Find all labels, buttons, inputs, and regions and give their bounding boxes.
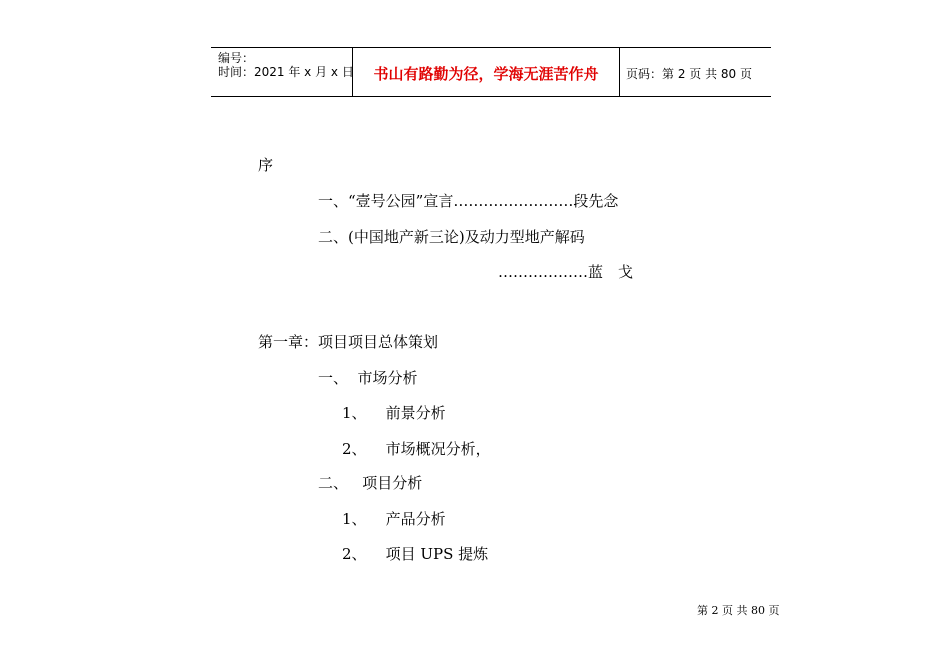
toc-section-1-item-1: 1、 前景分析 [342,404,446,422]
header-page-info: 页码：第 2 页 共 80 页 [626,67,752,81]
toc-section-1-item-2: 2、 市场概况分析， [342,440,491,458]
header-motto-cell [353,48,620,96]
toc-section-1: 一、 市场分析 [318,369,418,387]
header-motto: 书山有路勤为径，学海无涯苦作舟 [373,65,599,83]
page-header [211,47,771,97]
toc-section-2-item-1: 1、 产品分析 [342,510,446,528]
toc-preface-item-2-author: ………………蓝 戈 [498,263,634,281]
toc-section-2-item-2: 2、 项目 UPS 提炼 [342,545,489,563]
document-time-label: 时间：2021 年 x 月 x 日 [218,65,354,79]
header-meta-cell [211,48,353,96]
document-number-label: 编号： [218,51,255,65]
toc-section-2: 二、 项目分析 [318,474,423,492]
chapter-1-title: 第一章：项目项目总体策划 [258,333,439,351]
preface-heading: 序 [258,156,274,174]
header-page-cell [620,48,771,96]
page-footer: 第 2 页 共 80 页 [697,604,780,617]
toc-preface-item-1: 一、“壹号公园”宣言……………………段先念 [318,192,619,210]
toc-preface-item-2: 二、(中国地产新三论)及动力型地产解码 [318,228,585,246]
